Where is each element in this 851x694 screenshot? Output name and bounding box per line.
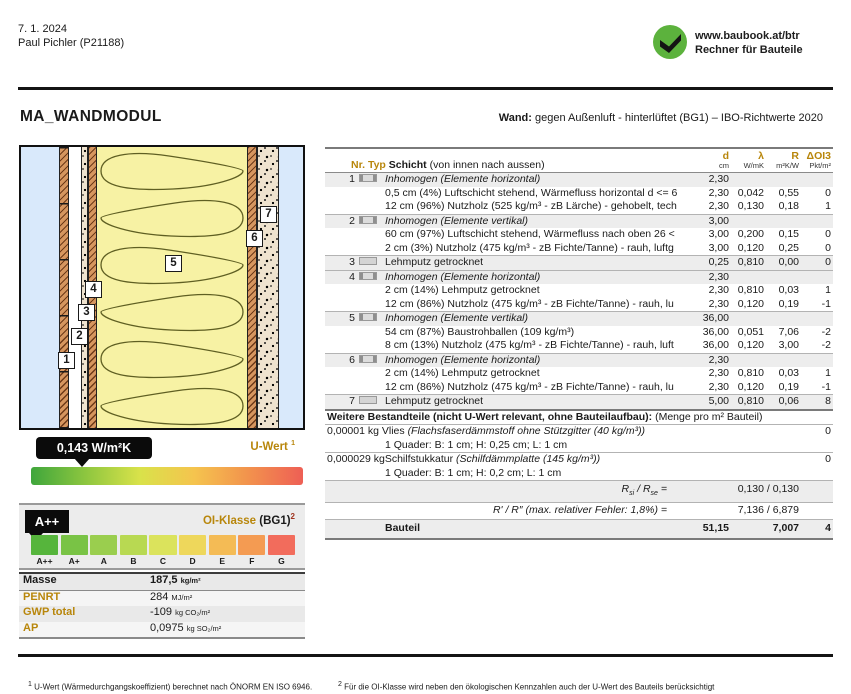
- oi-segment-label: A++: [36, 556, 53, 566]
- u-value-badge: 0,143 W/m²K: [36, 437, 152, 459]
- oi-klasse-label: OI-Klasse: [202, 514, 257, 527]
- r-ratio-value: 7,136 / 6,879: [737, 504, 799, 517]
- brand-text: [695, 29, 803, 57]
- table-row: 1 Inhomogen (Elemente horizontal) 2,30: [325, 173, 833, 187]
- layer-wood-inner: [59, 147, 69, 428]
- table-row: 0,5 cm (4%) Luftschicht stehend, Wärmefluss horizontal d <= 6 2,30 0,042 0,55 0: [385, 186, 831, 199]
- header-schicht: [325, 159, 681, 171]
- layer-callout-6: 6: [246, 230, 263, 247]
- table-row: 12 cm (86%) Nutzholz (475 kg/m³ - zB Fichte/Tanne) - rauh, lu 2,30 0,120 0,19 -1: [385, 297, 831, 310]
- kpi-value: 284: [150, 590, 169, 603]
- layer-type-icon: [359, 313, 377, 321]
- context-label: Wand:: [498, 112, 532, 124]
- table-row: 3 Lehmputz getrocknet 0,25 0,810 0,00 0: [325, 255, 833, 270]
- oi-segment: [238, 535, 265, 555]
- oi-klasse-suffix: (BG1): [259, 514, 291, 527]
- bauteil-label: Bauteil: [385, 522, 421, 535]
- baubook-logo-icon: [652, 24, 688, 60]
- extras-qty: 0,000029 kg: [327, 453, 385, 465]
- u-value-label: [19, 440, 305, 453]
- kpi-label: GWP total: [23, 606, 76, 618]
- header-nr: Nr.: [351, 159, 366, 171]
- layer-type-icon: [359, 396, 377, 404]
- layer-type-icon: [359, 355, 377, 363]
- footnote-2: $^2$ Für die OI-Klasse wird neben den ökologischen Kennzahlen auch der U-Wert des Bauteils berücksichtigt: [338, 681, 715, 692]
- oi-klasse-footnote-mark: 2: [290, 512, 295, 521]
- oi-klasse-badge: A++: [25, 510, 69, 533]
- oi-segment: [120, 535, 147, 555]
- kpi-unit: MJ/m²: [171, 592, 193, 602]
- layer-type-icon: [359, 174, 377, 182]
- layers-table-header: [325, 147, 833, 173]
- u-wert-scale: [31, 467, 303, 485]
- oi-segment-label: B: [130, 556, 137, 566]
- page-title: MA_WANDMODUL: [20, 108, 162, 125]
- kpi-row-masse: [19, 574, 305, 591]
- oi-klasse-panel: [19, 503, 305, 570]
- footer-divider: [18, 654, 833, 657]
- kpi-value: 0,0975: [150, 621, 184, 634]
- kpi-row-penrt: [19, 591, 305, 607]
- extras-desc: (Schilfdämmplatte (145 kg/m³)): [456, 453, 601, 465]
- table-row: 7 Lehmputz getrocknet 5,00 0,810 0,06 8: [325, 394, 833, 409]
- summary-row-rsi-rse: [325, 480, 833, 502]
- layers-table: [325, 147, 833, 540]
- extras-item: 0,00001 kg Vlies (Flachsfaserdämmstoff ohne Stützgitter (40 kg/m³)) 0: [327, 425, 831, 437]
- table-row: 12 cm (96%) Nutzholz (525 kg/m³ - zB Lärche) - gehobelt, tech 2,30 0,130 0,18 1: [385, 200, 831, 212]
- layer-type-icon: [359, 272, 377, 280]
- oi-segment: [90, 535, 117, 555]
- header-schicht-note: (von innen nach aussen): [426, 159, 545, 171]
- extras-item-detail: 1 Quader: B: 1 cm; H: 0,2 cm; L: 1 cm: [385, 466, 562, 479]
- brand-subtitle: Rechner für Bauteile: [695, 44, 803, 56]
- extras-qty: 0,00001 kg: [327, 425, 379, 437]
- layer-callout-2: 2: [71, 328, 88, 345]
- layer-callout-5: 5: [165, 255, 182, 272]
- oi-segment: [209, 535, 236, 555]
- header-col-lambda: λ W/mK: [743, 150, 764, 170]
- table-row: 4 Inhomogen (Elemente horizontal) 2,30: [325, 270, 833, 285]
- layer-air-outside: [279, 147, 303, 428]
- layer-type-icon: [359, 257, 377, 265]
- extras-header: [325, 409, 833, 425]
- u-value-pointer: [74, 458, 90, 467]
- layer-air-gap: [69, 147, 81, 428]
- table-row: 60 cm (97%) Luftschicht stehend, Wärmefluss nach oben 26 < 3,00 0,200 0,15 0: [385, 228, 831, 240]
- header-schicht-label: Schicht: [388, 159, 427, 171]
- layer-air-inside: [21, 147, 59, 428]
- layer-callout-4: 4: [85, 281, 102, 298]
- oi-segment-label: D: [189, 556, 196, 566]
- table-row: 5 Inhomogen (Elemente vertikal) 36,00: [325, 311, 833, 326]
- footnote-1: $^1$ U-Wert (Wärmedurchgangskoeffizient) berechnet nach ÖNORM EN ISO 6946.: [28, 681, 313, 692]
- table-row: 2 cm (14%) Lehmputz getrocknet 2,30 0,810 0,03 1: [385, 367, 831, 379]
- table-row: 2 cm (14%) Lehmputz getrocknet 2,30 0,810 0,03 1: [385, 284, 831, 296]
- u-value-footnote-mark: 1: [291, 440, 295, 447]
- table-row: 6 Inhomogen (Elemente horizontal) 2,30: [325, 353, 833, 368]
- layer-wood-outer: [247, 147, 257, 428]
- summary-row-r-ratio: [325, 502, 833, 520]
- oi-segment: [61, 535, 88, 555]
- r-ratio-label: R' / R″ (max. relativer Fehler: 1,8%) =: [492, 504, 667, 517]
- layer-straw-insulation: [97, 147, 247, 428]
- oi-segment-label: A: [100, 556, 107, 566]
- extras-name: Vlies: [378, 425, 408, 437]
- oi-segment: [179, 535, 206, 555]
- table-row: 12 cm (86%) Nutzholz (475 kg/m³ - zB Fichte/Tanne) - rauh, lu 2,30 0,120 0,19 -1: [385, 380, 831, 393]
- kpi-table: [19, 572, 305, 639]
- report-meta: [18, 22, 124, 50]
- table-row: 2 cm (3%) Nutzholz (475 kg/m³ - zB Fichte/Tanne) - rauh, luftg 3,00 0,120 0,25 0: [385, 241, 831, 254]
- layer-callout-7: 7: [260, 206, 277, 223]
- kpi-unit: kg/m²: [180, 576, 201, 585]
- table-row: 2 Inhomogen (Elemente vertikal) 3,00: [325, 214, 833, 229]
- oi-segment-label: E: [219, 556, 226, 566]
- oi-segment: [31, 535, 58, 555]
- header-typ: Typ: [367, 159, 386, 171]
- kpi-row-ap: [19, 622, 305, 638]
- kpi-value: -109: [150, 606, 173, 618]
- extras-title: Weitere Bestandteile (nicht U-Wert relevant, ohne Bauteilaufbau):: [327, 410, 653, 423]
- kpi-label: AP: [23, 621, 39, 634]
- kpi-unit: kg SO₂/m²: [186, 623, 222, 633]
- layer-callout-3: 3: [78, 304, 95, 321]
- layer-callout-1: 1: [58, 352, 75, 369]
- bauteil-oi3: 4: [825, 522, 831, 535]
- bauteil-r: 7,007: [772, 522, 799, 535]
- header-col-oi3: ΔOI3 Pkt/m²: [806, 150, 831, 170]
- context-text: gegen Außenluft - hinterlüftet (BG1) – IBO-Richtwerte 2020: [531, 112, 823, 124]
- kpi-row-gwp: [19, 606, 305, 622]
- oi-segment-label: F: [249, 556, 255, 566]
- extras-title-note: (Menge pro m² Bauteil): [652, 410, 763, 423]
- oi-segment: [149, 535, 176, 555]
- extras-item-detail: 1 Quader: B: 1 cm; H: 0,25 cm; L: 1 cm: [385, 438, 568, 451]
- layer-plaster-outer: [257, 147, 279, 428]
- layer-type-icon: [359, 216, 377, 224]
- oi-klasse-title: [203, 512, 295, 527]
- extras-item: 0,000029 kgSchilfstukkatur (Schilfdämmplatte (145 kg/m³)) 0: [327, 453, 831, 465]
- rsi-rse-value: 0,130 / 0,130: [737, 482, 799, 495]
- kpi-unit: kg CO₂/m²: [175, 608, 211, 617]
- report-user: Paul Pichler (P21188): [18, 37, 125, 49]
- table-row: 54 cm (87%) Baustrohballen (109 kg/m³) 36,00 0,051 7,06 -2: [385, 325, 831, 338]
- bauteil-d: 51,15: [702, 522, 729, 535]
- header-divider: [18, 87, 833, 90]
- construction-context: [499, 112, 823, 124]
- kpi-value: 187,5: [150, 574, 178, 586]
- kpi-label: PENRT: [23, 590, 61, 603]
- oi-segment-label: A+: [68, 556, 80, 566]
- table-row: 8 cm (13%) Nutzholz (475 kg/m³ - zB Fichte/Tanne) - rauh, luft 36,00 0,120 3,00 -2: [385, 339, 831, 351]
- oi-klasse-scale: [31, 535, 295, 566]
- header-col-r: R m²K/W: [776, 150, 799, 170]
- summary-row-bauteil: [325, 519, 833, 540]
- kpi-label: Masse: [23, 574, 57, 586]
- oi-segment-label: C: [159, 556, 167, 566]
- report-date: 7. 1. 2024: [18, 23, 67, 35]
- u-value-label-text: U-Wert: [250, 440, 288, 453]
- header-col-d: d cm: [719, 150, 729, 170]
- brand-url[interactable]: www.baubook.at/btr: [695, 30, 800, 42]
- wall-section-diagram: [19, 145, 305, 430]
- oi-segment-label: G: [278, 556, 285, 566]
- oi-segment: [268, 535, 295, 555]
- extras-desc: (Flachsfaserdämmstoff ohne Stützgitter (40 kg/m³)): [407, 425, 646, 437]
- rsi-rse-label: $R_{si} / R_{se}$ =: [621, 482, 667, 497]
- extras-name: Schilfstukkatur: [384, 453, 457, 465]
